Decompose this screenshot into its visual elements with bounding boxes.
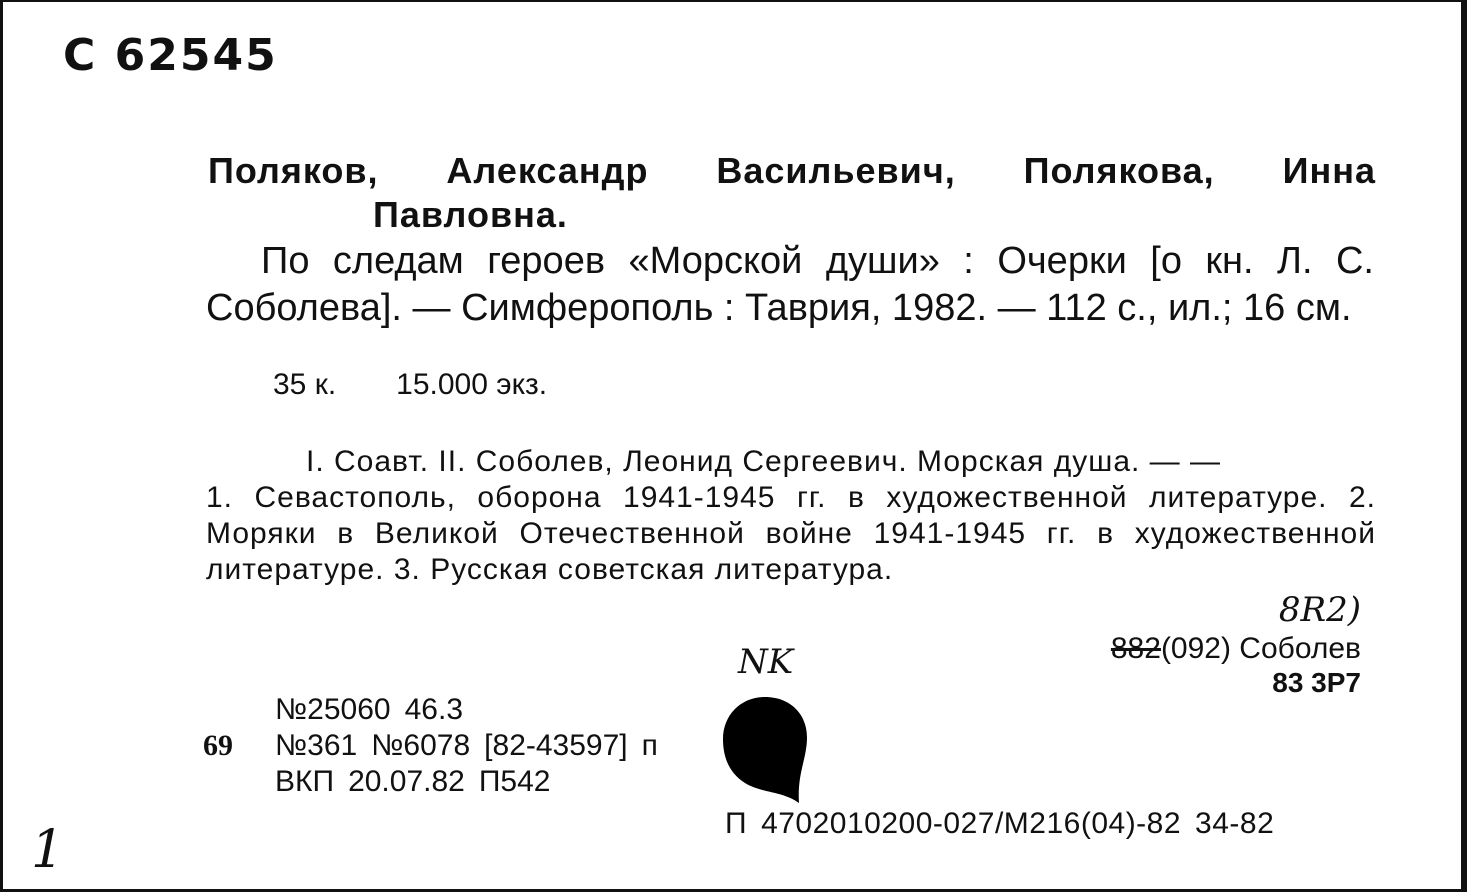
- registry-lead-blank: [203, 692, 261, 728]
- order-code: 34-82: [1195, 807, 1275, 840]
- nk-mark: NK: [738, 642, 794, 682]
- sequence-mark: 1: [31, 820, 65, 880]
- registry-number: №6078: [371, 729, 471, 762]
- registry-number: №25060: [275, 693, 391, 726]
- registry-line2: [203, 728, 658, 764]
- registry-code: П542: [478, 765, 551, 798]
- handwritten-classification: 8R2): [1278, 590, 1361, 630]
- notes-line1: I. Соавт. II. Соболев, Леонид Сергеевич. Морская душа. — —: [306, 445, 1222, 478]
- index-code: (092) Соболев: [1160, 632, 1361, 665]
- registry-org: ВКП: [275, 765, 335, 798]
- registry-fragment: п: [641, 729, 658, 762]
- registry-line3: [203, 764, 658, 800]
- heading-word: Поляков,: [208, 150, 379, 191]
- heading-word: Инна: [1282, 150, 1376, 191]
- author-heading-line2: Павловна.: [373, 194, 568, 235]
- isbn-code: 4702010200-027/М216(04)-82: [761, 807, 1182, 840]
- ink-blot: [721, 695, 809, 805]
- struck-code: 882: [1110, 632, 1161, 665]
- registry-date: 20.07.82: [348, 765, 465, 798]
- heading-word: Васильевич,: [716, 150, 956, 191]
- isbn-prefix: П: [725, 807, 748, 840]
- author-heading-line1: [208, 150, 1376, 192]
- title-block: По следам героев «Морской души» : Очерки [о кн. Л. С. Соболева]. — Симферополь : Таврия, 1982. — 112 с., ил.; 16 см.: [206, 240, 1374, 329]
- author-heading: [208, 150, 1376, 236]
- isbn-line: [725, 807, 1274, 841]
- notes-block: [206, 444, 1376, 588]
- registry-lead: 69: [203, 729, 233, 762]
- card-code: 83 3Р7: [1272, 667, 1361, 698]
- registry-lead-blank: [203, 764, 261, 800]
- registry-block: [203, 692, 658, 800]
- heading-word: Полякова,: [1023, 150, 1215, 191]
- classification-index: [1111, 632, 1361, 666]
- call-number: С 62545: [63, 30, 278, 81]
- registry-number: №361: [275, 729, 358, 762]
- registry-line1: [203, 692, 658, 728]
- price-copies: 15.000 экз.: [396, 368, 548, 401]
- price-cost: 35 к.: [273, 368, 337, 401]
- heading-word: Александр: [446, 150, 649, 191]
- registry-code: [82-43597]: [484, 729, 628, 762]
- price-line: [273, 368, 547, 402]
- notes-subjects: 1. Севастополь, оборона 1941-1945 гг. в художественной литературе. 2. Моряки в Великой Отечественной войне 1941-1945 гг. в художественной литературе. 3. Русская советская литература.: [206, 481, 1376, 586]
- registry-code: 46.3: [404, 693, 463, 726]
